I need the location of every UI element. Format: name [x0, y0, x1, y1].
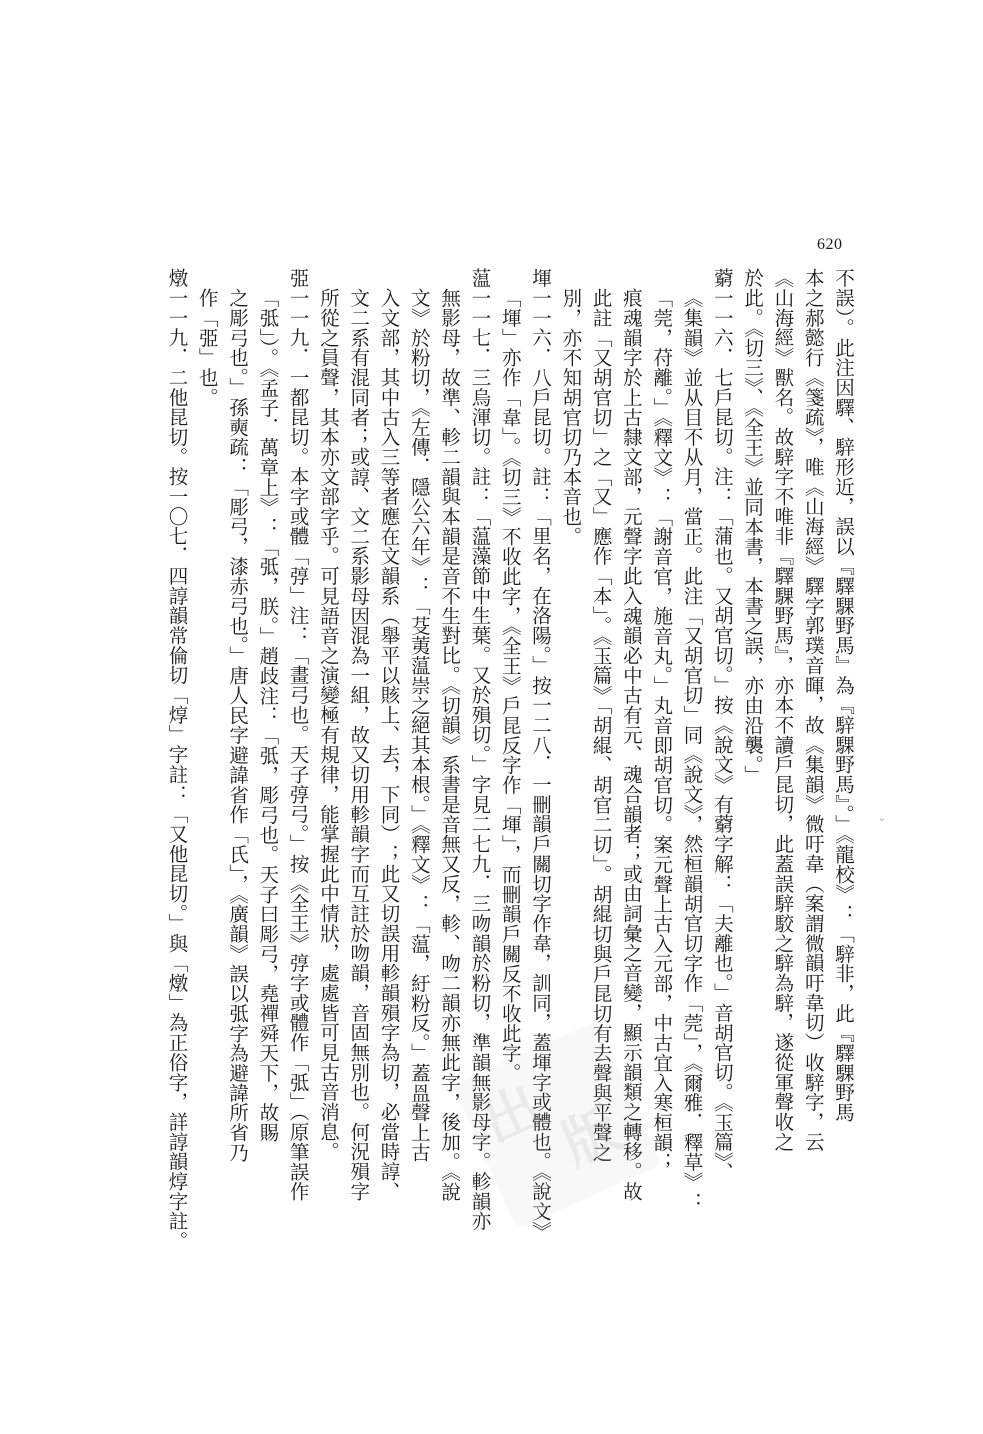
- text-column: 堚一一六．八戶昆切。註：「里名，在洛陽。」按一二八．一刪韻戶關切字作韋，訓同，蓋堚字或體也。《說文》: [529, 268, 553, 1241]
- text-column: 所從之員聲，其本亦文部字乎。可見語音之演變極有規律，能掌握此中情狀，處處皆可見古音消息。: [316, 287, 340, 1161]
- text-column: 入文部，其中古入三等者應在文韻系（舉平以賅上、去，下同）；此又切誤用軫韻殞字為切，必當時諄、: [377, 287, 401, 1201]
- text-column: 別，亦不知胡官切乃本音也。: [559, 287, 583, 546]
- scan-mark: ᵕ: [880, 816, 885, 827]
- text-column: 藭一一六．七戶昆切。注：「蒲也。又胡官切。」按《說文》有藭字解：「夫離也。」音胡官切。《玉篇》、: [710, 268, 734, 1182]
- text-column: 文》於粉切，《左傳．隱公六年》：「芟荑蕰崇之絕其本根。」《釋文》：「蕰，紆粉反。」蓋𥁕聲上古: [407, 287, 431, 1162]
- text-column: 痕魂韻字於上古隸文部，元聲字此入魂韻必中古有元、魂合韻者；或由詞彙之音變，顯示韻類之轉移。故: [619, 287, 643, 1201]
- text-column: 不誤）。此注因驛、騂形近，誤以『驛騍野馬』為『騂騍野馬』。」《龍校》：「騂非，此『驛騍野馬: [832, 268, 855, 1123]
- text-column: 文二系有混同者；或諄、文二系影母因混為一組，故又切用軫韻字而互註於吻韻，音固無別也。何況殞字: [347, 287, 371, 1201]
- text-column: 之彫弓也。」孫奭疏：「彫弓，漆赤弓也。」唐人民字避諱省作「氏」，《廣韻》誤以弤字為避諱所省乃: [226, 287, 250, 1162]
- text-column: 《集韻》並从目不从月，當正。此注「又胡官切」同《說文》，然桓韻胡官切字作「莞」，《爾雅．釋草》：: [680, 287, 704, 1212]
- text-column: 此註「又胡官切」之「又」應作「本」。《玉篇》「胡緄、胡官二切」。胡緄切與戶昆切有去聲與平聲之: [589, 287, 613, 1162]
- library-watermark-stamp: 出 版: [453, 1021, 662, 1230]
- text-column: 於此。《切三》、《全王》並同本書，本書之誤，亦由沿襲。」: [741, 268, 765, 785]
- text-column: 弫一一九．一都昆切。本字或體「弴」注：「畫弓也。天子弴弓。」按《全王》弴字或體作「弤」（原筆誤作: [286, 268, 310, 1202]
- text-column: 無影母，故準、軫二韻與本韻是音不生對比。《切韻》系書是音無又反，軫、吻二韻亦無此字，後加。《說: [438, 287, 462, 1201]
- page-number: 620: [817, 236, 843, 253]
- text-column: 作「弫」也。: [195, 287, 219, 407]
- text-column: 「弤」）。《孟子．萬章上》：「弤，朕。」趙歧注：「弤，彫弓也。天子曰彫弓，堯禪舜天下，故賜: [256, 287, 280, 1142]
- text-column: 本之郝懿行《箋疏》，唯《山海經》驛字郭璞音暉，故《集韻》微吁韋（案謂微韻吁韋切）收騂字，云: [801, 268, 825, 1152]
- text-column: 「堚」亦作「韋」。《切三》不收此字，《全王》戶昆反字作「堚」，而刪韻戶關反不收此字。: [498, 287, 522, 1083]
- text-column: 《山海經》獸名。故騂字不唯非『驛騍野馬』，亦本不讀戶昆切，此蓋誤騂駮之騂為騂，遂從軍聲收之: [771, 268, 795, 1152]
- text-column: 蕰一一七．三烏渾切。註：「蕰藻節中生葉。又於殞切。」字見二七九．三吻韻於粉切，準韻無影母字。軫韻亦: [468, 268, 492, 1231]
- text-column: 燉一一九．二他昆切。按一〇七．四諄韻常倫切「焞」字註：「又他昆切。」與「燉」為正俗字，詳諄韻焞字註。: [165, 268, 189, 1251]
- text-column: 「莞，苻離。」《釋文》：「謝音官，施音丸。」丸音即胡官切。案元聲上古入元部，中古宜入寒桓韻；: [650, 287, 674, 1172]
